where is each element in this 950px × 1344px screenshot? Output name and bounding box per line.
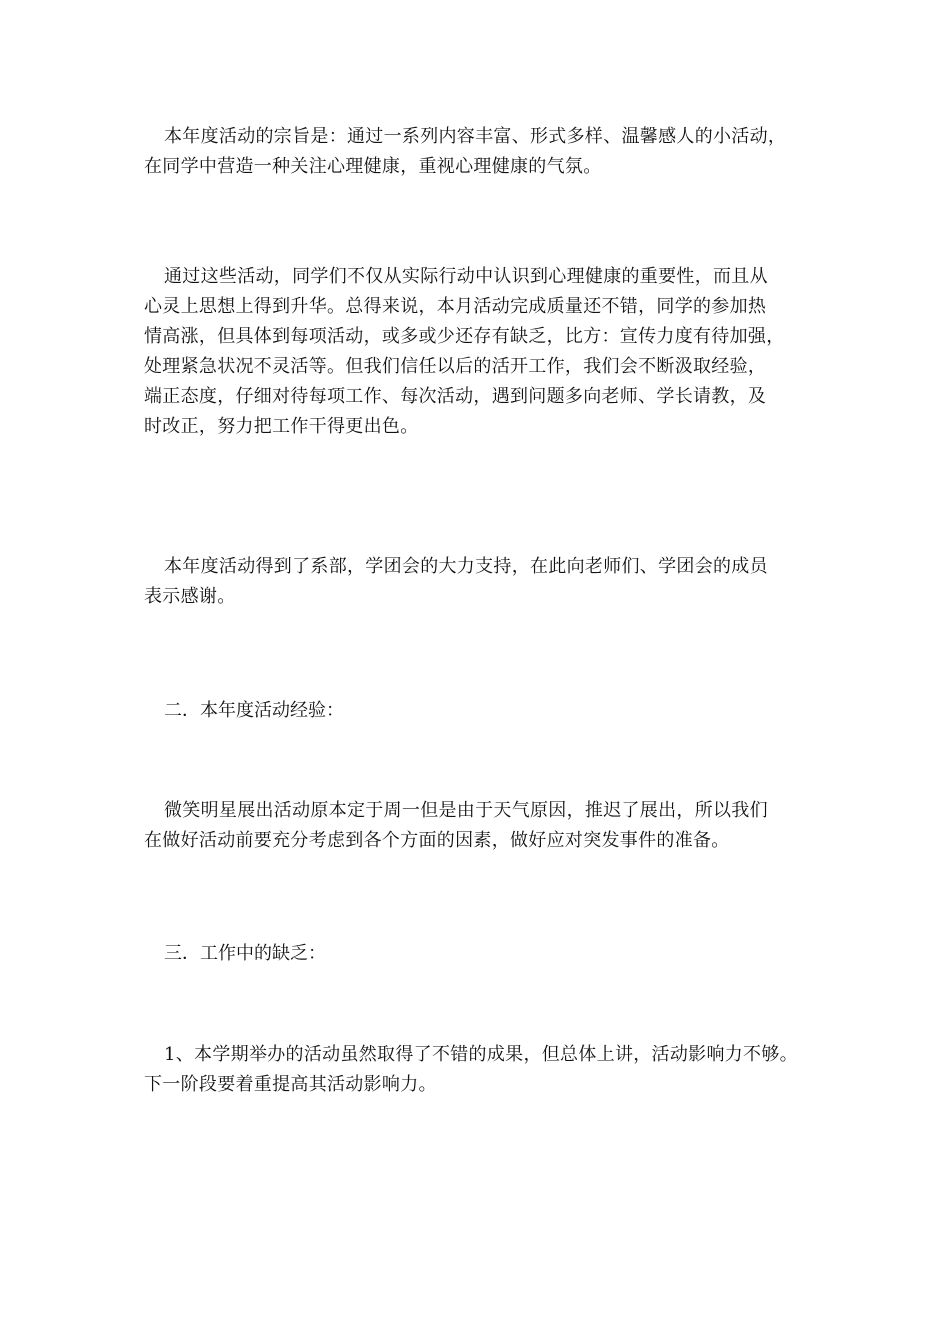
paragraph-line: 下一阶段要着重提高其活动影响力。 bbox=[144, 1074, 437, 1095]
paragraph-line: 心灵上思想上得到升华。总得来说，本月活动完成质量还不错，同学的参加热 bbox=[144, 296, 767, 317]
paragraph-line: 时改正，努力把工作干得更出色。 bbox=[144, 416, 419, 437]
paragraph-line: 表示感谢。 bbox=[144, 586, 236, 607]
paragraph-line: 微笑明星展出活动原本定于周一但是由于天气原因，推迟了展出，所以我们 bbox=[164, 800, 768, 821]
paragraph-line: 本年度活动得到了系部，学团会的大力支持，在此向老师们、学团会的成员 bbox=[164, 556, 768, 577]
paragraph-line: 在同学中营造一种关注心理健康，重视心理健康的气氛。 bbox=[144, 156, 602, 177]
paragraph-line: 处理紧急状况不灵活等。但我们信任以后的活开工作，我们会不断汲取经验， bbox=[144, 356, 767, 377]
paragraph-effect bbox=[144, 262, 834, 442]
paragraph-line: 通过这些活动，同学们不仅从实际行动中认识到心理健康的重要性，而且从 bbox=[164, 266, 768, 287]
paragraph-experience bbox=[144, 796, 834, 856]
paragraph-purpose bbox=[144, 122, 834, 182]
paragraph-shortcoming-1 bbox=[144, 1040, 834, 1100]
section-heading-experience: 二．本年度活动经验： bbox=[164, 700, 344, 721]
paragraph-line: 本年度活动的宗旨是：通过一系列内容丰富、形式多样、温馨感人的小活动， bbox=[164, 126, 787, 147]
paragraph-thanks bbox=[144, 552, 834, 612]
paragraph-line: 1、本学期举办的活动虽然取得了不错的成果，但总体上讲，活动影响力不够。 bbox=[164, 1044, 798, 1065]
paragraph-line: 情高涨，但具体到每项活动，或多或少还存有缺乏，比方：宣传力度有待加强， bbox=[144, 326, 785, 347]
paragraph-line: 端正态度，仔细对待每项工作、每次活动，遇到问题多向老师、学长请教，及 bbox=[144, 386, 767, 407]
section-heading-shortcomings: 三．工作中的缺乏： bbox=[164, 943, 326, 964]
paragraph-line: 在做好活动前要充分考虑到各个方面的因素，做好应对突发事件的准备。 bbox=[144, 830, 730, 851]
